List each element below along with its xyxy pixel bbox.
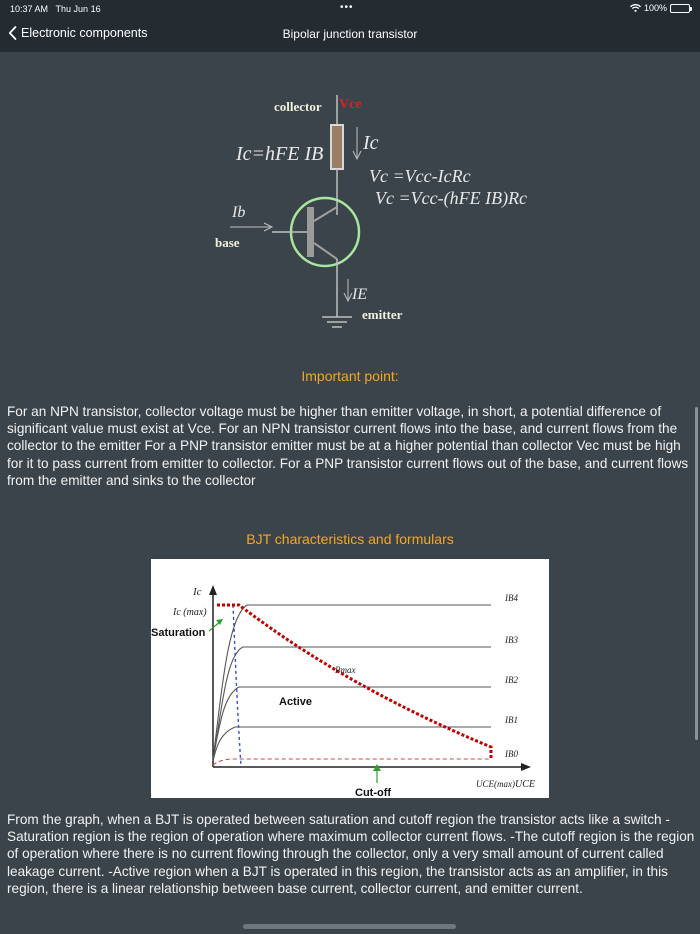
- ground-icon: [322, 317, 352, 327]
- curve-ib2: [213, 687, 491, 759]
- wifi-icon: [630, 4, 641, 12]
- ib0-label: IB0: [505, 749, 518, 759]
- graph-explanation-text: From the graph, when a BJT is operated between saturation and cutoff region the transistor acts like a switch -Saturation region is the region of operation where maximum collector current flows. -The cutoff region is the region of operation where there is no current flowing through the collector, only a very small amount of current called leakage current. -Active region when a BJT is operated in this region, the transistor acts as an amplifier, in this region, there is a linear relationship between base current, collector current, and emitter current.: [7, 812, 695, 896]
- multitasking-dots[interactable]: •••: [340, 2, 354, 13]
- graph-ic-max-label: Ic (max): [173, 607, 207, 618]
- resistor-rc: [331, 125, 343, 169]
- battery-percent: 100%: [643, 3, 667, 13]
- ic-label: Ic: [363, 132, 379, 154]
- vc-formula-2: Vc =Vcc-(hFE IB)Rc: [375, 188, 528, 208]
- important-point-heading: Important point:: [301, 368, 399, 384]
- pmax-curve: [217, 605, 491, 759]
- ib3-label: IB3: [505, 635, 518, 645]
- curve-ib0: [213, 759, 491, 765]
- ib2-label: IB2: [505, 675, 518, 685]
- curve-ib1: [213, 727, 491, 761]
- bjt-characteristics-heading: BJT characteristics and formulars: [246, 531, 454, 547]
- ib1-label: IB1: [505, 715, 518, 725]
- vc-formula-1: Vc =Vcc-IcRc: [369, 166, 471, 186]
- page-title: Bipolar junction transistor: [282, 27, 418, 41]
- ib4-label: IB4: [505, 593, 518, 603]
- saturation-line: [233, 605, 241, 765]
- navigation-bar: [0, 18, 700, 52]
- battery-icon: [670, 4, 690, 13]
- npn-circuit-diagram: [200, 87, 528, 347]
- ie-label: IE: [352, 286, 368, 303]
- ib-label: Ib: [232, 204, 246, 221]
- uce-label: UCE: [515, 779, 535, 790]
- content-scroll-view[interactable]: [0, 52, 700, 934]
- curve-ib3: [213, 647, 491, 759]
- pmax-label: Pmax: [335, 665, 356, 675]
- important-point-text: For an NPN transistor, collector voltage must be higher than emitter voltage, in short, a potential difference of significant value must exist at Vce. For an NPN transistor current flows into the base, and current flows from the collector to the emitter For a PNP transistor emitter must be at a higher potential than collector Vec must be high for it to pass current from emitter to collector. For a PNP transistor current flows out of the base, and current flows from the emitter and sinks to the collector: [7, 404, 689, 488]
- bjt-characteristics-graph: [151, 559, 549, 798]
- back-button-label: Electronic components: [21, 26, 148, 40]
- ic-formula: Ic=hFE IB: [236, 143, 324, 165]
- emitter-label: emitter: [362, 307, 403, 322]
- curve-ib4: [213, 605, 491, 759]
- vce-label: Vce: [339, 97, 362, 112]
- graph-ic-label: Ic: [193, 586, 202, 598]
- cutoff-label: Cut-off: [355, 787, 392, 799]
- active-label: Active: [279, 696, 313, 708]
- base-label: base: [215, 235, 240, 250]
- uce-max-label: UCE(max): [476, 779, 515, 789]
- status-time: 10:37 AM Thu Jun 16: [10, 4, 101, 14]
- home-indicator[interactable]: [243, 924, 456, 929]
- status-right: [630, 3, 690, 13]
- scroll-indicator[interactable]: [695, 407, 698, 740]
- saturation-label: Saturation: [151, 627, 206, 639]
- collector-label: collector: [274, 99, 322, 114]
- status-bar: [0, 0, 700, 18]
